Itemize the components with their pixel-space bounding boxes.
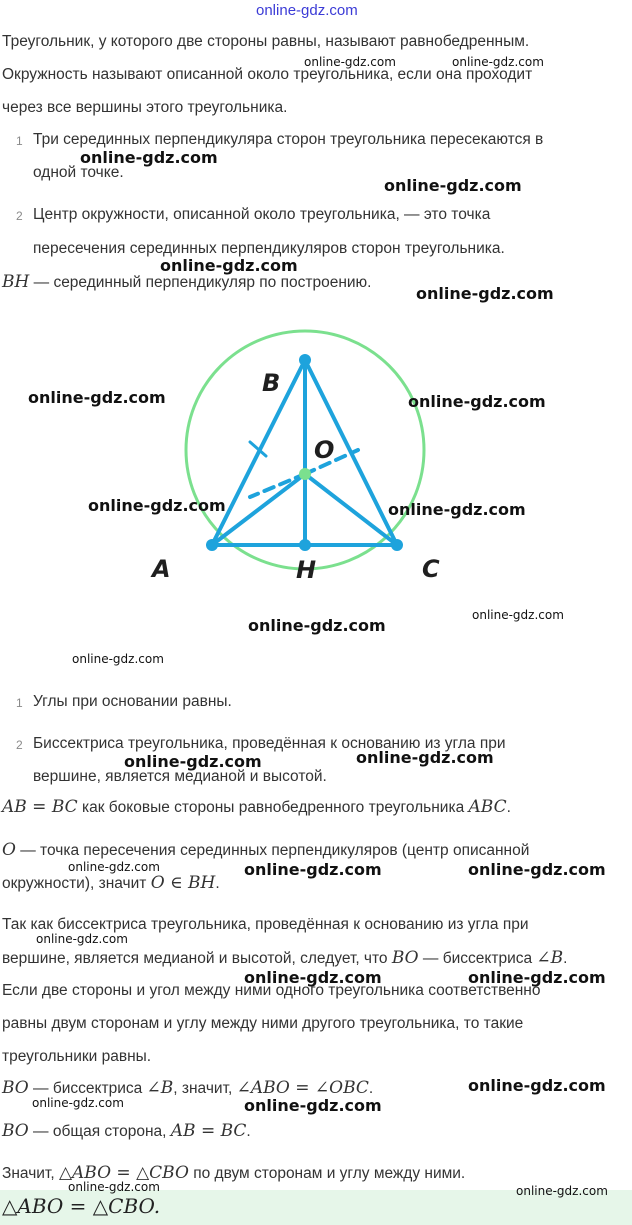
list1-item-2-line1: Центр окружности, описанной около треугольника, — это точка bbox=[33, 206, 491, 223]
watermark: online-gdz.com bbox=[248, 616, 386, 635]
math-bo-2: BO bbox=[2, 1078, 29, 1098]
list2-item-1-number: 1 bbox=[16, 696, 23, 710]
watermark: online-gdz.com bbox=[28, 388, 166, 407]
math-bo: BO bbox=[391, 948, 419, 968]
intro-line-2: Окружность называют описанной около треугольника, если она проходит bbox=[2, 66, 533, 83]
paragraph-ab-equals-bc bbox=[2, 797, 511, 817]
paragraph-common-side bbox=[2, 1121, 251, 1141]
watermark: online-gdz.com bbox=[468, 860, 606, 879]
paragraph-bo-bisector bbox=[2, 1078, 373, 1098]
list2-item-2-number: 2 bbox=[16, 738, 23, 752]
text-p7-end: по двум сторонам и углу между ними. bbox=[188, 1165, 466, 1182]
watermark: online-gdz.com bbox=[304, 55, 396, 69]
watermark: online-gdz.com bbox=[68, 860, 160, 874]
text-p3-mid: — биссектриса bbox=[418, 950, 537, 967]
label-h: H bbox=[296, 556, 317, 584]
watermark: online-gdz.com bbox=[416, 284, 554, 303]
answer-text: △ABO = △CBO. bbox=[2, 1194, 161, 1218]
label-a: A bbox=[152, 555, 171, 583]
watermark: online-gdz.com bbox=[72, 652, 164, 666]
vertex-a-dot bbox=[206, 539, 218, 551]
center-o-dot bbox=[299, 468, 311, 480]
text-p1: как боковые стороны равнобедренного треугольника bbox=[77, 799, 469, 816]
math-bo-3: BO bbox=[2, 1121, 29, 1141]
list2-item-2-line2: вершине, является медианой и высотой. bbox=[33, 768, 327, 785]
text-p3-end: . bbox=[563, 950, 568, 967]
text-p6: — общая сторона, bbox=[28, 1123, 171, 1140]
watermark: online-gdz.com bbox=[516, 1184, 608, 1198]
watermark: online-gdz.com bbox=[244, 968, 382, 987]
list1-item-1-line2: одной точке. bbox=[33, 164, 124, 181]
point-h-dot bbox=[299, 539, 311, 551]
math-ab-bc-2: AB = BC bbox=[170, 1121, 247, 1141]
text-p2: — точка пересечения серединных перпендикуляров (центр описанной bbox=[15, 842, 530, 859]
label-b: B bbox=[262, 369, 281, 397]
paragraph-o-line2 bbox=[2, 873, 220, 893]
bh-text: — серединный перпендикуляр по построению. bbox=[29, 274, 372, 291]
segment-oc bbox=[305, 474, 397, 545]
watermark: online-gdz.com bbox=[88, 496, 226, 515]
watermark: online-gdz.com bbox=[160, 256, 298, 275]
bh-math: BH bbox=[2, 272, 30, 292]
vertex-c-dot bbox=[391, 539, 403, 551]
watermark: online-gdz.com bbox=[244, 860, 382, 879]
paragraph-sas-line3: треугольники равны. bbox=[2, 1048, 152, 1065]
paragraph-o-line1 bbox=[2, 840, 529, 860]
watermark: online-gdz.com bbox=[452, 55, 544, 69]
watermark-top-link[interactable]: online-gdz.com bbox=[256, 2, 358, 19]
text-p5: — биссектриса bbox=[28, 1080, 147, 1097]
math-angle-b: ∠B bbox=[536, 948, 564, 968]
intro-line-1: Треугольник, у которого две стороны равны, называют равнобедренным. bbox=[2, 33, 530, 50]
list1-item-2-number: 2 bbox=[16, 209, 23, 223]
list1-item-1-number: 1 bbox=[16, 134, 23, 148]
watermark: online-gdz.com bbox=[408, 392, 546, 411]
text-p2-end: . bbox=[215, 875, 220, 892]
watermark: online-gdz.com bbox=[244, 1096, 382, 1115]
watermark: online-gdz.com bbox=[32, 1096, 124, 1110]
math-angles-equal: ∠ABO = ∠OBC bbox=[236, 1078, 369, 1098]
text-p3-line2: вершине, является медианой и высотой, следует, что bbox=[2, 950, 392, 967]
list1-item-1-line1: Три серединных перпендикуляра сторон треугольника пересекаются в bbox=[33, 131, 544, 148]
vertex-b-dot bbox=[299, 354, 311, 366]
watermark: online-gdz.com bbox=[80, 148, 218, 167]
paragraph-bisector-line1: Так как биссектриса треугольника, проведённая к основанию из угла при bbox=[2, 916, 529, 933]
list2-item-1-line1: Углы при основании равны. bbox=[33, 693, 232, 710]
text-p7: Значит, bbox=[2, 1165, 59, 1182]
side-ab bbox=[212, 360, 305, 545]
watermark: online-gdz.com bbox=[356, 748, 494, 767]
label-c: C bbox=[422, 555, 440, 583]
label-o: O bbox=[314, 436, 335, 464]
text-p6-end: . bbox=[246, 1123, 251, 1140]
text-p5-end: . bbox=[368, 1080, 374, 1097]
watermark: online-gdz.com bbox=[36, 932, 128, 946]
text-p5-mid: , значит, bbox=[173, 1080, 237, 1097]
math-o-in-bh: O ∈ BH bbox=[150, 873, 216, 893]
paragraph-sas-line2: равны двум сторонам и углу между ними другого треугольника, то такие bbox=[2, 1015, 524, 1032]
math-abc: ABC bbox=[468, 797, 507, 817]
watermark: online-gdz.com bbox=[124, 752, 262, 771]
text-p2-line2: окружности), значит bbox=[2, 875, 151, 892]
list2-item-2-line1: Биссектриса треугольника, проведённая к основанию из угла при bbox=[33, 735, 506, 752]
math-ab-bc: AB = BC bbox=[2, 797, 78, 817]
paragraph-bisector-line2 bbox=[2, 948, 567, 968]
watermark: online-gdz.com bbox=[388, 500, 526, 519]
watermark: online-gdz.com bbox=[384, 176, 522, 195]
watermark: online-gdz.com bbox=[468, 1076, 606, 1095]
math-triangles-equal: △ABO = △CBO bbox=[58, 1163, 189, 1183]
watermark: online-gdz.com bbox=[468, 968, 606, 987]
text-p1-end: . bbox=[506, 799, 511, 816]
intro-line-3: через все вершины этого треугольника. bbox=[2, 99, 288, 116]
watermark: online-gdz.com bbox=[472, 608, 564, 622]
list1-item-2-line2: пересечения серединных перпендикуляров сторон треугольника. bbox=[33, 240, 505, 257]
paragraph-sas-line1: Если две стороны и угол между ними одного треугольника соответственно bbox=[2, 982, 541, 999]
math-o: O bbox=[2, 840, 16, 860]
watermark: online-gdz.com bbox=[68, 1180, 160, 1194]
segment-ao bbox=[212, 474, 305, 545]
math-angle-b-2: ∠B bbox=[146, 1078, 174, 1098]
